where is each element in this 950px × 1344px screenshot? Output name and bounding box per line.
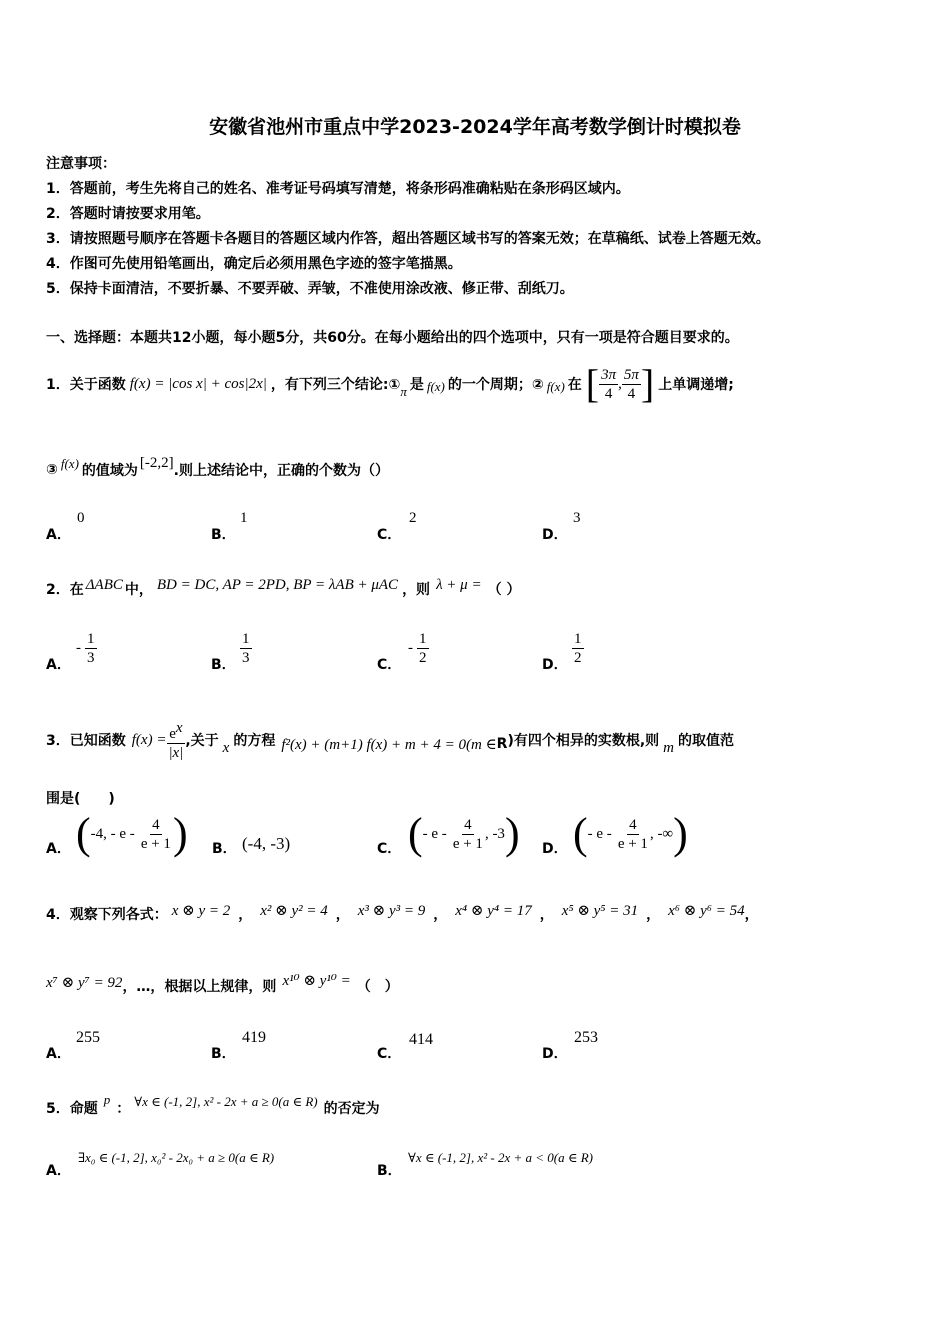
- q1-text-4: 在: [567, 377, 582, 393]
- q4-text-1: 根据以上规律，则: [164, 979, 277, 995]
- question-3-line-1: [46, 716, 734, 764]
- q2-option-c[interactable]: - $\frac{1}{2}$: [408, 631, 427, 666]
- q2-option-d[interactable]: $\frac{1}{2}$: [574, 631, 582, 666]
- q3-option-b[interactable]: (-4, -3): [242, 834, 291, 853]
- q3-text-3: )有四个相异的实数根,则: [507, 733, 660, 749]
- q4-option-c-label: C．: [377, 1046, 402, 1062]
- q5-option-a[interactable]: ∃x₀ ∈ (-1, 2], x₀² - 2x₀ + a ≥ 0(a ∈ R): [78, 1150, 275, 1165]
- q2-option-a-label: A．: [46, 657, 71, 673]
- q1-pi: π: [400, 384, 407, 399]
- q3-option-a[interactable]: ( -4, - e - $\frac{4}{e + 1}$ ): [76, 809, 188, 858]
- q4-expr-3: x³ ⊗ y³ = 9: [357, 902, 426, 919]
- q3-option-c-label: C．: [377, 841, 402, 857]
- q1-fx-2: f(x): [546, 379, 565, 394]
- q1-text-2: 是: [409, 377, 424, 393]
- notice-item-5: 5．保持卡面清洁，不要折暴、不要弄破、弄皱，不准使用涂改液、修正带、刮纸刀。: [46, 281, 574, 297]
- q4-option-c[interactable]: 414: [409, 1031, 433, 1048]
- q5-colon: ：: [116, 1101, 131, 1117]
- question-1-line-2: [46, 452, 389, 488]
- q4-option-d-label: D．: [542, 1046, 568, 1062]
- question-2: [46, 573, 520, 605]
- q3-option-c[interactable]: ( - e - $\frac{4}{e + 1}$ , -3 ): [408, 809, 520, 858]
- q3-option-d-label: D．: [542, 841, 568, 857]
- q3-text-2: 的方程: [233, 733, 276, 749]
- q4-lead: 4．观察下列各式：: [46, 907, 168, 923]
- q4-option-d[interactable]: 253: [574, 1029, 598, 1046]
- q1-fx: f(x): [426, 379, 445, 394]
- q1-option-c[interactable]: 2: [409, 510, 417, 526]
- q3-x: x: [222, 739, 230, 756]
- q1-option-b-label: B．: [211, 527, 236, 543]
- q1-option-a-label: A．: [46, 527, 71, 543]
- q4-option-a-label: A．: [46, 1046, 71, 1062]
- q2-triangle: ΔABC: [85, 576, 123, 593]
- q1-option-d-label: D．: [542, 527, 568, 543]
- q1-left-bracket: [: [585, 361, 600, 406]
- q5-text-1: 的否定为: [323, 1101, 380, 1117]
- q5-p: p: [103, 1092, 111, 1107]
- q5-statement: ∀x ∈ (-1, 2], x² - 2x + a ≥ 0(a ∈ R): [134, 1094, 318, 1109]
- q3-lead: 3．已知函数: [46, 733, 126, 749]
- q2-option-b-label: B．: [211, 657, 236, 673]
- q1-text-7: 的值域为: [81, 463, 138, 479]
- q1-text-3: 的一个周期；②: [447, 377, 544, 393]
- q4-expr-6: x⁶ ⊗ y⁶ = 54: [668, 902, 745, 919]
- question-4-line-2: [46, 970, 399, 1002]
- q5-option-b[interactable]: ∀x ∈ (-1, 2], x² - 2x + a < 0(a ∈ R): [408, 1150, 593, 1165]
- q1-fx-3: f(x): [60, 456, 79, 471]
- question-5: [46, 1092, 380, 1124]
- q2-option-a[interactable]: - $\frac{1}{3}$: [76, 631, 95, 666]
- q3-option-a-label: A．: [46, 841, 71, 857]
- q3-real: R: [496, 736, 508, 752]
- q1-option-d[interactable]: 3: [573, 510, 581, 526]
- q4-expr-1: x ⊗ y = 2: [171, 902, 231, 919]
- q2-expression: λ + μ =: [436, 576, 482, 593]
- q1-interval-comma: ,: [618, 375, 622, 392]
- section-heading: 一、选择题：本题共12小题，每小题5分，共60分。在每小题给出的四个选项中，只有一项是符合题目要求的。: [46, 330, 739, 346]
- q4-expr-4: x⁴ ⊗ y⁴ = 17: [455, 902, 532, 919]
- q4-expr-5: x⁵ ⊗ y⁵ = 31: [561, 902, 639, 919]
- q1-interval-upper: $\frac{5\pi}{4}$: [623, 366, 639, 402]
- page-title: 安徽省池州市重点中学2023-2024学年高考数学倒计时模拟卷: [209, 116, 741, 138]
- q2-text-1: 中，: [124, 582, 153, 598]
- q2-lead: 2．在: [46, 582, 84, 598]
- q5-option-a-label: A．: [46, 1163, 71, 1179]
- q5-lead: 5．命题: [46, 1101, 98, 1117]
- q1-option-c-label: C．: [377, 527, 402, 543]
- q4-expr-2: x² ⊗ y² = 4: [260, 902, 328, 919]
- q2-option-b[interactable]: $\frac{1}{3}$: [242, 631, 250, 666]
- q3-text-5: 围是( ): [46, 791, 115, 807]
- q3-text-4: 的取值范: [678, 733, 735, 749]
- notice-item-4: 4．作图可先使用铅笔画出，确定后必须用黑色字迹的签字笔描黑。: [46, 256, 462, 272]
- q2-text-3: （ ）: [487, 582, 521, 598]
- q2-text-2: ，则: [402, 582, 431, 598]
- q5-option-b-label: B．: [377, 1163, 402, 1179]
- q2-option-c-label: C．: [377, 657, 402, 673]
- q4-expr-10: x¹⁰ ⊗ y¹⁰ =: [282, 972, 351, 989]
- q2-condition: BD = DC, AP = 2PD, BP = λAB + μAC: [156, 576, 399, 593]
- q4-option-b-label: B．: [211, 1046, 236, 1062]
- q1-lead: 1．关于函数: [46, 377, 126, 393]
- q1-option-b[interactable]: 1: [240, 510, 248, 526]
- q1-text-6: ③: [46, 462, 58, 478]
- q3-equation: f²(x) + (m+1) f(x) + m + 4 = 0(m ∈: [281, 736, 497, 753]
- q1-interval-lower: $\frac{3\pi}{4}$: [601, 366, 617, 402]
- notice-heading: 注意事项：: [46, 156, 116, 172]
- q4-dots: ，…，: [122, 979, 165, 995]
- question-4-line-1: 4．观察下列各式： x ⊗ y = 2 ， x² ⊗ y² = 4 ， x³ ⊗ y³ = 9 ， x⁴ ⊗ y⁴ = 17 ， x⁵ ⊗ y⁵ = 31 ， x⁶ ⊗ y⁶ = 54 ，: [46, 902, 759, 923]
- question-1-line-1: [46, 361, 734, 406]
- q1-text-8: .则上述结论中，正确的个数为（）: [173, 463, 389, 479]
- q4-option-a[interactable]: 255: [76, 1029, 100, 1046]
- q3-option-b-label: B．: [212, 841, 237, 857]
- q4-text-2: （ ）: [356, 979, 399, 995]
- q3-text-1: ,关于: [185, 733, 219, 749]
- q4-expr-7: x⁷ ⊗ y⁷ = 92: [46, 974, 123, 991]
- q3-m: m: [663, 739, 675, 756]
- q1-range: [-2,2]: [139, 454, 174, 471]
- q1-text-1: ，有下列三个结论:①: [270, 377, 401, 393]
- notice-item-3: 3．请按照题号顺序在答题卡各题目的答题区域内作答，超出答题区域书写的答案无效；在草稿纸、试卷上答题无效。: [46, 231, 770, 247]
- q2-option-d-label: D．: [542, 657, 568, 673]
- notice-item-1: 1．答题前，考生先将自己的姓名、准考证号码填写清楚，将条形码准确粘贴在条形码区域内。: [46, 181, 630, 197]
- q1-function: f(x) = |cos x| + cos|2x|: [129, 375, 267, 392]
- notice-item-2: 2．答题时请按要求用笔。: [46, 206, 210, 222]
- q1-text-5: 上单调递增;: [658, 377, 734, 393]
- q3-fraction: $\frac{e^x}{|x|}$: [168, 719, 184, 761]
- q1-option-a[interactable]: 0: [77, 510, 85, 526]
- q3-function: f(x) =: [131, 731, 167, 748]
- q4-option-b[interactable]: 419: [242, 1029, 266, 1046]
- q1-right-bracket: ]: [640, 361, 655, 406]
- q3-option-d[interactable]: ( - e - $\frac{4}{e + 1}$ , -∞ ): [573, 809, 688, 858]
